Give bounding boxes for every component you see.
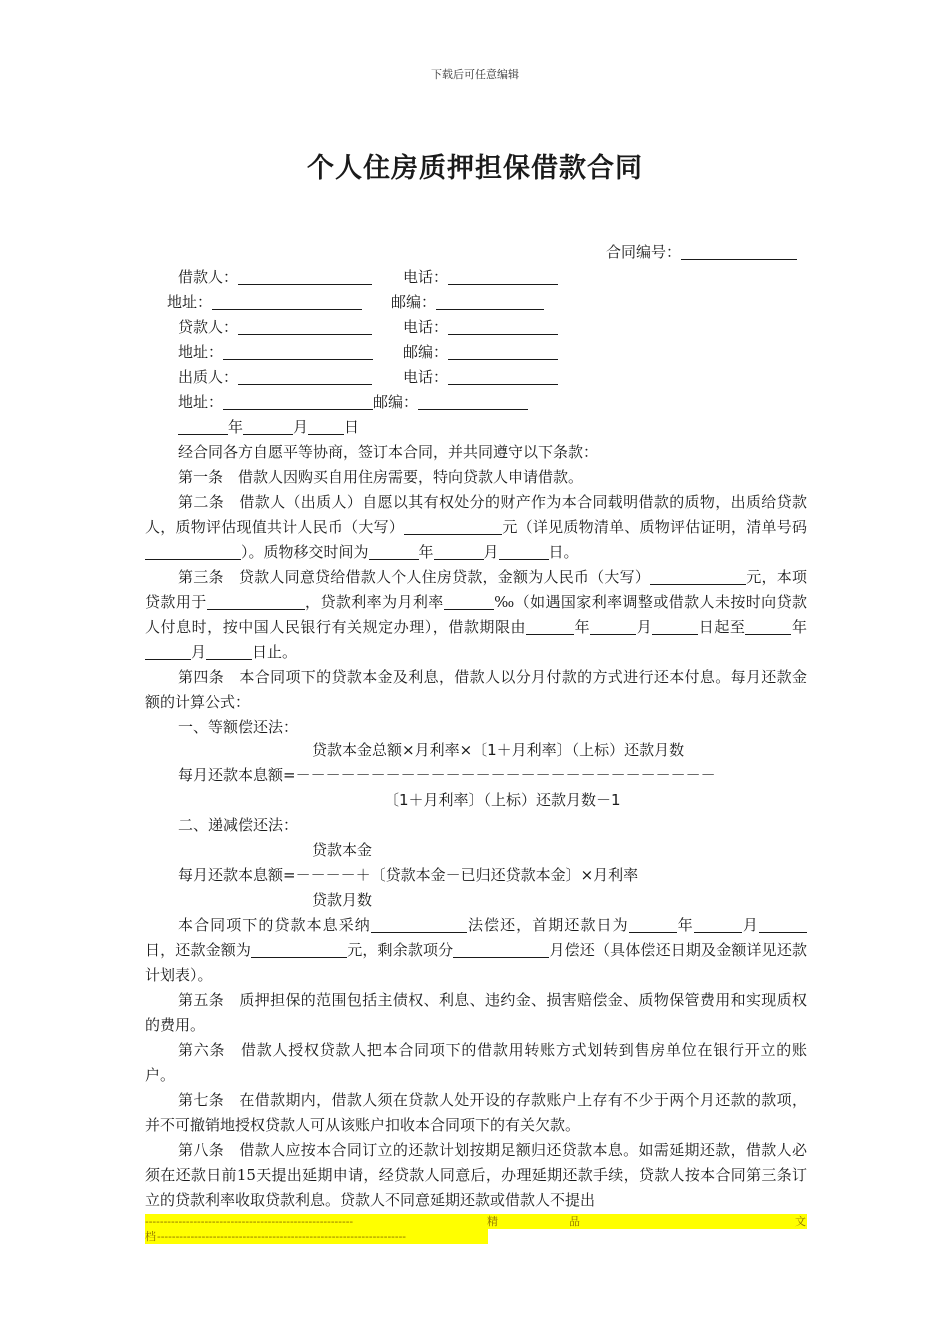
article-2-text-2: 元（详见质物清单、质物评估证明，清单号码 [502, 518, 807, 536]
header-note: 下载后可任意编辑 [431, 68, 519, 81]
footer-char-1: 精 [487, 1215, 498, 1228]
article-1: 第一条 借款人因购买自用住房需要，特向贷款人申请借款。 [178, 468, 584, 486]
contract-number-line [606, 240, 797, 264]
pledgor-address-label: 地址： [178, 393, 224, 411]
lender-phone-blank [448, 317, 558, 335]
pledgor-phone-blank [448, 367, 558, 385]
footer-char-2: 品 [569, 1215, 580, 1228]
pledgor-label: 出质人： [178, 368, 239, 386]
borrower-zip-blank [436, 292, 544, 310]
footer-char-4: 档 [145, 1230, 156, 1243]
article-3-text-10: 日止。 [252, 643, 298, 661]
signing-date-line [178, 415, 359, 439]
footer-watermark [145, 1214, 807, 1244]
transfer-year-blank [369, 542, 419, 560]
term-start-day-blank [652, 617, 698, 635]
article-4: 第四条 本合同项下的贷款本金及利息，借款人以分月付款的方式进行还本付息。每月还款金额的计算公式： [145, 668, 807, 711]
repay-text-1: 本合同项下的贷款本息采纳 [178, 916, 371, 934]
intro-paragraph: 经合同各方自愿平等协商，签订本合同，并共同遵守以下条款： [178, 443, 599, 461]
articles-block-2 [145, 913, 807, 1213]
term-start-year-blank [526, 617, 574, 635]
article-2-text-6: 日。 [548, 543, 579, 561]
articles-block-1 [145, 440, 807, 740]
lender-address-line [178, 340, 373, 364]
borrower-blank [238, 267, 372, 285]
page-title: 个人住房质押担保借款合同 [307, 153, 643, 184]
first-repay-day-blank [759, 915, 807, 933]
repay-text-4: 月 [741, 916, 759, 934]
article-3-text-9: 月 [191, 643, 207, 661]
first-repay-year-blank [629, 915, 677, 933]
transfer-day-blank [499, 542, 549, 560]
term-end-day-blank [206, 642, 252, 660]
lender-blank [238, 317, 372, 335]
year-label: 年 [228, 418, 244, 436]
article-3-text-3: ，贷款利率为月利率 [304, 593, 444, 611]
borrower-zip-label: 邮编： [391, 293, 437, 311]
article-3-text-7: 日起至 [698, 618, 746, 636]
pledgor-phone-line [403, 365, 558, 389]
contract-number-label: 合同编号： [606, 243, 682, 261]
contract-number-blank [681, 242, 797, 260]
formula-2-numerator: 贷款本金 [312, 841, 373, 859]
remaining-months-blank [453, 940, 549, 958]
borrower-zip-line [391, 290, 544, 314]
article-2-text-5: 月 [483, 543, 499, 561]
article-2-text-1: 第二条 借款人（出质人）自愿以其有权处分的财产作为本合同载明借款的质物，出质给贷款人，质物评估现值共计人民币（大写） [145, 493, 807, 536]
term-end-month-blank [145, 642, 191, 660]
method-1-label: 一、等额偿还法： [178, 718, 299, 736]
lender-zip-label: 邮编： [403, 343, 449, 361]
formula-2-expression: 每月还款本息额=－－－－＋〔贷款本金－已归还贷款本金〕×月利率 [178, 866, 639, 884]
lender-address-blank [223, 342, 373, 360]
borrower-address-label: 地址： [167, 293, 213, 311]
formula-1-numerator: 贷款本金总额×月利率×〔1＋月利率〕（上标）还款月数 [312, 741, 685, 759]
lender-address-label: 地址： [178, 343, 224, 361]
loan-amount-blank [650, 567, 746, 585]
pledgor-zip-blank [418, 392, 528, 410]
pledge-value-blank [404, 517, 502, 535]
repay-text-5: 日，还款金额为 [145, 941, 252, 959]
monthly-rate-blank [444, 592, 494, 610]
article-3-text-5: 年 [574, 618, 591, 636]
borrower-address-blank [212, 292, 362, 310]
loan-purpose-blank [207, 592, 305, 610]
formula-1-lhs: 每月还款本息额= [178, 766, 296, 784]
lender-zip-blank [448, 342, 558, 360]
repay-text-7: 月偿还（具体偿还日期及金额详见还款计划表）。 [145, 941, 807, 984]
footer-dashes-2: ------------------------------------------------------------------- [157, 1230, 407, 1243]
borrower-line [178, 265, 372, 289]
term-end-year-blank [745, 617, 791, 635]
borrower-phone-blank [448, 267, 558, 285]
article-3-text-2: 元，本项贷款用于 [145, 568, 807, 611]
list-number-blank [145, 542, 241, 560]
pledgor-phone-label: 电话： [403, 368, 449, 386]
repay-text-3: 年 [676, 916, 694, 934]
article-3-text-6: 月 [636, 618, 653, 636]
article-3-text-1: 第三条 贷款人同意贷给借款人个人住房贷款，金额为人民币（大写） [178, 568, 651, 586]
borrower-address-line [167, 290, 362, 314]
pledgor-address-line [178, 390, 528, 414]
repayment-paragraph [145, 913, 807, 988]
article-8: 第八条 借款人应按本合同订立的还款计划按期足额归还贷款本息。如需延期还款，借款人必须在还款日前15天提出延期申请，经贷款人同意后，办理延期还款手续，贷款人按本合同第三条订立的贷款利率收取贷款利息。贷款人不同意延期还款或借款人不提出 [145, 1141, 807, 1209]
article-2-text-3: ）。质物移交时间为 [241, 543, 369, 561]
pledgor-address-blank [223, 392, 373, 410]
borrower-phone-line [403, 265, 558, 289]
repay-method-blank [371, 915, 467, 933]
first-repay-month-blank [694, 915, 742, 933]
footer-dashes-1: -------------------------------------------------------- [145, 1215, 354, 1228]
article-3 [145, 565, 807, 665]
article-3-text-4: ‰（如遇国家利率调整或借款人未按时向贷款人付息时，按中国人民银行有关规定办理），借款期限由 [145, 593, 807, 636]
article-5: 第五条 质押担保的范围包括主债权、利息、违约金、损害赔偿金、质物保管费用和实现质权的费用。 [145, 991, 807, 1034]
repay-text-6: 元，剩余款项分 [347, 941, 454, 959]
borrower-phone-label: 电话： [403, 268, 449, 286]
repay-amount-blank [251, 940, 347, 958]
formula-1-bar: －－－－－－－－－－－－－－－－－－－－－－－－－－－－ [295, 766, 716, 784]
month-blank [243, 417, 293, 435]
lender-phone-label: 电话： [403, 318, 449, 336]
method-2-label: 二、递减偿还法： [178, 816, 299, 834]
footer-char-3: 文 [795, 1215, 806, 1228]
lender-line [178, 315, 372, 339]
term-start-month-blank [590, 617, 636, 635]
lender-phone-line [403, 315, 558, 339]
article-2 [145, 490, 807, 565]
article-3-text-8: 年 [791, 618, 807, 636]
pledgor-zip-label: 邮编： [373, 393, 419, 411]
borrower-label: 借款人： [178, 268, 239, 286]
article-6: 第六条 借款人授权贷款人把本合同项下的借款用转账方式划转到售房单位在银行开立的账户。 [145, 1041, 807, 1084]
day-blank [308, 417, 344, 435]
article-2-text-4: 年 [418, 543, 434, 561]
year-blank [178, 417, 228, 435]
transfer-month-blank [434, 542, 484, 560]
formula-1-main [178, 763, 716, 787]
pledgor-blank [238, 367, 372, 385]
pledgor-line [178, 365, 372, 389]
month-label: 月 [293, 418, 309, 436]
lender-zip-line [403, 340, 558, 364]
day-label: 日 [344, 418, 360, 436]
formula-2-denominator: 贷款月数 [312, 891, 373, 909]
repay-text-2: 法偿还，首期还款日为 [466, 916, 629, 934]
article-7: 第七条 在借款期内，借款人须在贷款人处开设的存款账户上存有不少于两个月还款的款项，并不可撤销地授权贷款人可从该账户扣收本合同项下的有关欠款。 [145, 1091, 807, 1134]
lender-label: 贷款人： [178, 318, 239, 336]
formula-1-denominator: 〔1＋月利率〕（上标）还款月数－1 [384, 791, 621, 809]
